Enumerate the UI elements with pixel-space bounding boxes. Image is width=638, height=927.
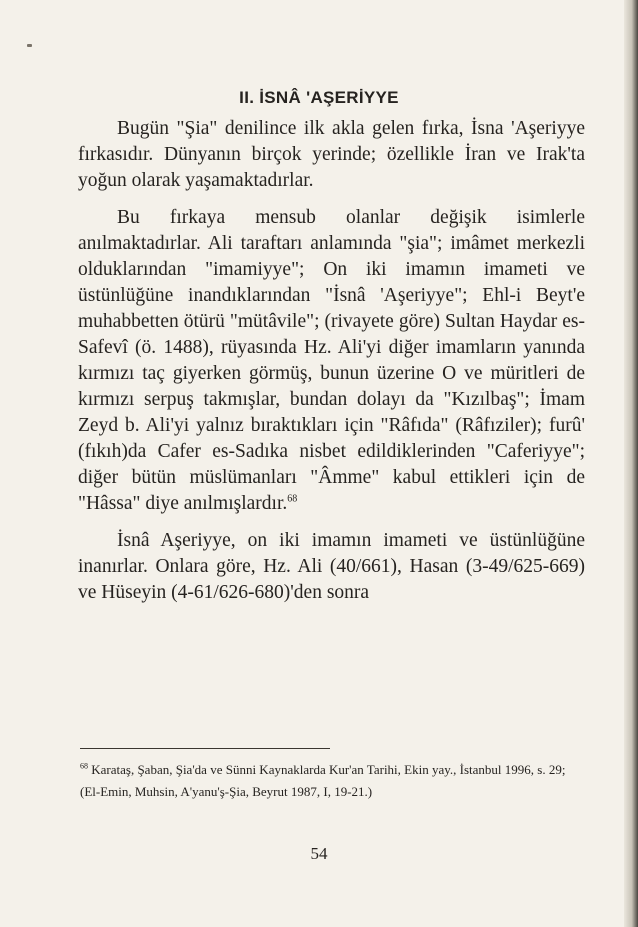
page-speck [27,44,32,47]
paragraph-text: İsnâ Aşeriyye, on iki imamın imameti ve üstünlüğüne inanırlar. Onlara göre, Hz. Ali (40/661), Hasan (3-49/625-669) ve Hüseyin (4-61/626-680)'den sonra [78,530,585,603]
page-edge-shadow [624,0,638,927]
footnote-reference: 68 [287,493,298,505]
paragraph [78,205,585,517]
footnote-text: Karataş, Şaban, Şia'da ve Sünni Kaynaklarda Kur'an Tarihi, Ekin yay., İstanbul 1996, s. 29; (El-Emin, Muhsin, A'yanu'ş-Şia, Beyrut 1987, I, 19-21.) [80,762,566,799]
footnote-divider [80,748,330,749]
footnote-marker: 68 [80,761,88,771]
page-number: 54 [310,844,328,863]
paragraph-text: Bu fırkaya mensub olanlar değişik isimlerle anılmaktadırlar. Ali taraftarı anlamında "şia"; imâmet merkezli olduklarından "imamiyye"; On iki imamın imameti ve üstünlüğüne inandıklarından "İsnâ 'Aşeriyye"; Ehl-i Beyt'e muhabbetten ötürü "mütâvile"; (rivayete göre) Sultan Haydar es-Safevî (ö. 1488), rüyasında Hz. Ali'yi diğer imamların yanında kırmızı taç giyerken görmüş, bunun üzerine O ve müritleri de kırmızı serpuş takmışlar, bundan dolayı da "Kızılbaş"; İmam Zeyd b. Ali'yi yalnız bıraktıkları için "Râfıda" (Râfıziler); furû' (fıkıh)da Cafer es-Sadıka nisbet edildiklerinden "Caferiyye"; diğer bütün müslümanları "Âmme" kabul ettikleri için de "Hâssa" diye anılmışlardır. [78,207,585,514]
paragraph [78,528,585,606]
paragraph-text: Bugün "Şia" denilince ilk akla gelen fırka, İsna 'Aşeriyye fırkasıdır. Dünyanın birçok yerinde; özellikle İran ve Irak'ta yoğun olarak yaşamaktadırlar. [78,118,585,191]
section-heading: II. İSNÂ 'AŞERİYYE [239,88,399,107]
body-text [78,116,585,617]
paragraph [78,116,585,194]
footnote [80,759,586,803]
